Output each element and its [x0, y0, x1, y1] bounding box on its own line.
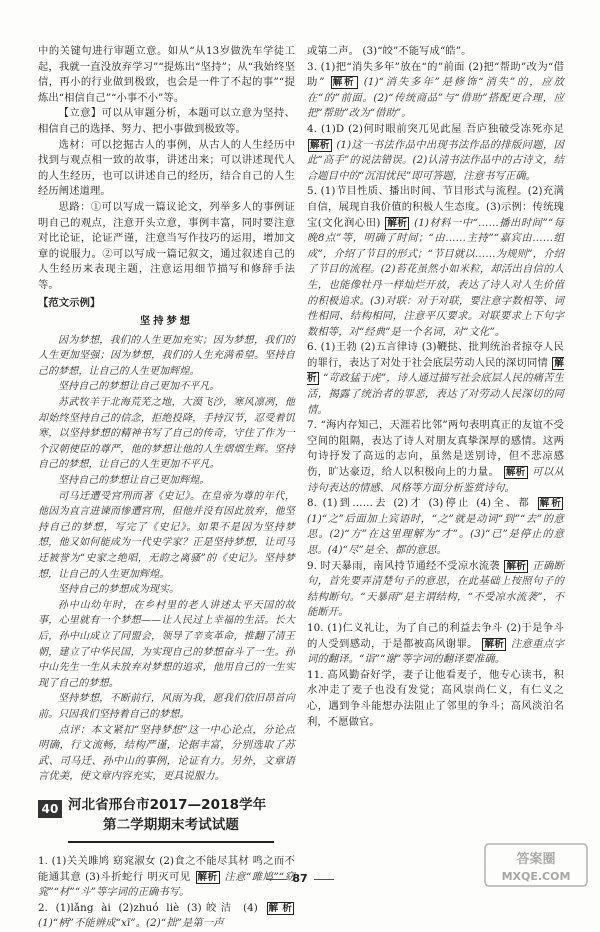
intro-paragraph-4: 思路：①可以写成一篇议论文，列举多人的事例证明自己的观点，注意开头立意，事例丰富，同时要注意对比论证，论证严谨，注意当写作技巧的运用，增加文章的说服力。②可以写成一篇记叙文，通过叙述自己的人生经历来表现主题，注意运用细节描写和修辞手法等。	[38, 200, 295, 291]
answer-item: 7. “海内存知己，天涯若比邻”两句表明真正的友谊不受空间的阻隔，表达了诗人对朋友真挚深厚的感情。这两句诗抒发了高远的志向，虽然是送别诗，但不悲凉感伤，旷达豪迈，给人以积极向上的力量。 解析 可以从诗句表达的情感、风格等方面分析鉴赏诗句。	[307, 419, 564, 494]
answer-item: 9. 时天暴雨，南风持节通经不受凉水流袭 解析 正确断句，首先要弄清楚句子的意思，在此基础上按照句子的结构断句。“天暴雨”是主谓结构，“不受凉水流袭”，不能断开。	[307, 559, 564, 619]
analysis-tag: 解析	[506, 560, 526, 572]
svg-text:答案圈: 答案圈	[516, 852, 556, 867]
intro-paragraph-3: 选材：可以挖掘古人的事例，从古人的人生经历中找到与观点相一致的故事，讲述出来；可以讲述现代人的人生经历，也可以讲述自己的经历，结合自己的人生经历阐述道理。	[38, 138, 295, 198]
answer-item: 11. 高风勤奋好学，妻子让他看麦子，他专心读书，积水冲走了麦子也没有发觉；高风崇尚仁义，有仁义之心，遇到争斗能想办法阻止了邻里的争斗；高风淡泊名利，不愿做官。	[307, 668, 564, 728]
answer-item: 5. (1)节目性质、播出时间、节目形式与流程。(2)充满自信，展现自我价值的积极人生态度。(3)示例：传统瑰宝(文化润心田) 解析 (1)材料一中“……播出时间”“每晚8点”等，明确了时间；“由……主持”“嘉宾由……组成”，介绍了节目的形式；“节目就以……为规则”，介绍了节目的流程。(2)苔花虽然小如米粒，却活出自信的人生，也能像牡丹一样灿烂开放，表达了诗人对人生价值的积极追求。(3)对联：对于对联，要注意字数相等、词性相同、结构相同，注意平仄要求。对联要求上下句字数相等，对“经典”是一个名词，对“文化”。	[307, 185, 565, 338]
analysis-tag: 解析	[484, 638, 505, 650]
answer-item: 4. (1)D (2)何时眼前突兀见此屋 吾庐独破受冻死亦足 解析 (1)这一书法作品中出现书法作品的排版问题，因此“高手”的说法错误。(2)认清书法作品中的古诗文，结合题目中的“沉泪忧民”即可答题，注意书写正确。	[307, 122, 564, 182]
section-number-badge: 40	[38, 800, 62, 818]
essay-paragraph: 孙中山幼年时，在乡村里的老人讲述太平天国的故事，心里就有一个梦想——让人民过上幸福的生活。长大后，孙中山成立了同盟会，领导了辛亥革命，推翻了清王朝，建立了中华民国，为实现自己的梦想奋斗了一生。孙中山先生一生从未放弃对梦想的追求，他用自己的一生实现了自己的梦想。	[38, 599, 295, 689]
section-underline	[68, 841, 274, 843]
analysis-tag: 解析	[539, 498, 562, 510]
answer-item: 10. (1)仁义礼让，为了自己的利益去争斗 (2)于是争斗的人受到感动，于是都被高风谢罪。 解析 注意重点字词的翻译。“诣”“谢”等字词的翻译要准确。	[307, 621, 565, 666]
left-column	[38, 44, 295, 932]
essay-body	[38, 333, 295, 723]
essay-comment: 点评：本文紧扣“坚持梦想”这一中心论点，分论点明确，行文流畅，结构严谨，论据丰富，分别选取了苏武、司马迁、孙中山的事例，论证有力。另外，文章语言优美，使文章内容充实，更具说服力。	[38, 723, 295, 783]
right-column	[307, 44, 564, 730]
essay-paragraph: 苏武牧羊于北海荒芜之地，大漠飞沙，寒风凛冽，他却始终坚持自己的信念，拒绝投降，手持汉节，忍受着饥寒，以坚持梦想的精神书写了自己的传奇，守住了作为一个汉朝使臣的尊严，他的梦想让他的人生熠熠生辉。坚持自己的梦想，让自己的人生更加不平凡。	[38, 397, 295, 471]
answer-item: 8. (1)到……去 (2)才 (3)停止 (4)全、都 解析 (1)“之”后面加上宾语时，“之”就是动词“到”“去”的意思。(2)“方”在这里理解为“才”。(3)“已”是停止的意思。(4)“尽”是全、都的意思。	[307, 497, 564, 556]
svg-text:MXQE.COM: MXQE.COM	[501, 870, 571, 883]
essay-paragraph: 坚持自己的梦想让自己更加不平凡。	[58, 381, 220, 393]
essay-paragraph: 坚持梦想，不断前行，风雨为我，愿我们依旧昂首向前。只因我们坚持着自己的梦想。	[38, 693, 295, 720]
section-title-line2: 第二学期期末考试试题	[103, 816, 239, 833]
answer-item: 3. (1)把“消失多年”放在“的”前面 (2)把“帮助”改为“借助” 解析 (1)“消失多年”是修饰“消失”的，应放在“的”前面。(2)“传统商品”与“借助”搭配更合理，应把“帮助”改为“借助”。	[307, 60, 564, 120]
essay-paragraph: 因为梦想，我们的人生更加充实；因为梦想，我们的人生更加坚强；因为梦想，我们的人生充满希望。坚持自己的梦想，让自己的人生更加辉煌。	[38, 334, 295, 377]
essay-paragraph: 坚持自己的梦想让自己更加辉煌。	[58, 475, 210, 487]
intro-paragraph-2: 【立意】可以从审题分析，本题可以立意为坚持、相信自己的选择、努力、把小事做到极致等。	[38, 107, 295, 135]
analysis-tag: 解析	[268, 902, 293, 914]
page-number: 87	[0, 872, 600, 885]
page-number-dash	[266, 879, 286, 880]
analysis-tag: 解析	[387, 217, 408, 229]
page-number-dash	[314, 879, 334, 880]
answer-1: 1. (1)关关雎鸠 窈窕淑女 (2)食之不能尽其材 鸣之而不能通其意 (3)斗折蛇行 明灭可见 解析 注意“雎鸠”“窈窕”“材”“斗”等字词的正确书写。	[38, 854, 295, 899]
answer-item: 或第二声。 (3)“皎”不能写成“皓”。	[307, 45, 472, 57]
section-title-line1: 河北省邢台市2017—2018学年	[68, 796, 267, 813]
analysis-tag: 解析	[307, 357, 564, 385]
sample-header: 【范文示例】	[38, 296, 101, 309]
answer-item: 6. (1)王勃 (2)五言律诗 (3)鞭挞、批判统治者掠夺人民的罪行，表达了对处于社会底层劳动人民的深切同情 解析 “苛政猛于虎”，诗人通过描写社会底层人民的痛苦生活，揭露了统治者的罪恶，表达了对劳动人民深切的同情。	[307, 341, 564, 416]
essay-paragraph: 坚持自己的梦想成为现实。	[58, 584, 180, 596]
analysis-tag: 解析	[332, 77, 356, 89]
analysis-tag: 解析	[505, 467, 526, 479]
essay-title: 坚持梦想	[139, 315, 194, 328]
analysis-tag: 解析	[197, 871, 218, 883]
watermark-logo	[484, 843, 588, 887]
intro-paragraph-1: 中的关键句进行审题立意。如从“从13岁做洗车学徒工起，我就一直没放弃学习”“提炼出“坚持”；从“我始终坚信，再小的行业做到极致，也会是一件了不起的事”“提炼出“相信自己”“小事不小”等。	[38, 45, 295, 104]
section-heading	[38, 794, 295, 848]
analysis-tag: 解析	[310, 139, 330, 151]
essay-paragraph: 司马迁遭受宫刑而著《史记》。在皇帝为尊的年代，他因为直言进谏而惨遭宫刑，但他并没有因此放弃，他坚持自己的梦想，写完了《史记》。如果不是因为坚持梦想，他又如何能成为一代史学家？正是坚持梦想，让司马迁被誉为“史家之绝唱，无韵之离骚”的《史记》。坚持梦想，让自己的人生更加辉煌。	[38, 490, 295, 580]
answer-2: 2. (1)lǎng ài (2)zhuó liè (3)皎洁 (4) 解析 (1)“柄”不能辨成“xī”。(2)“拙”是第一声	[38, 901, 293, 930]
